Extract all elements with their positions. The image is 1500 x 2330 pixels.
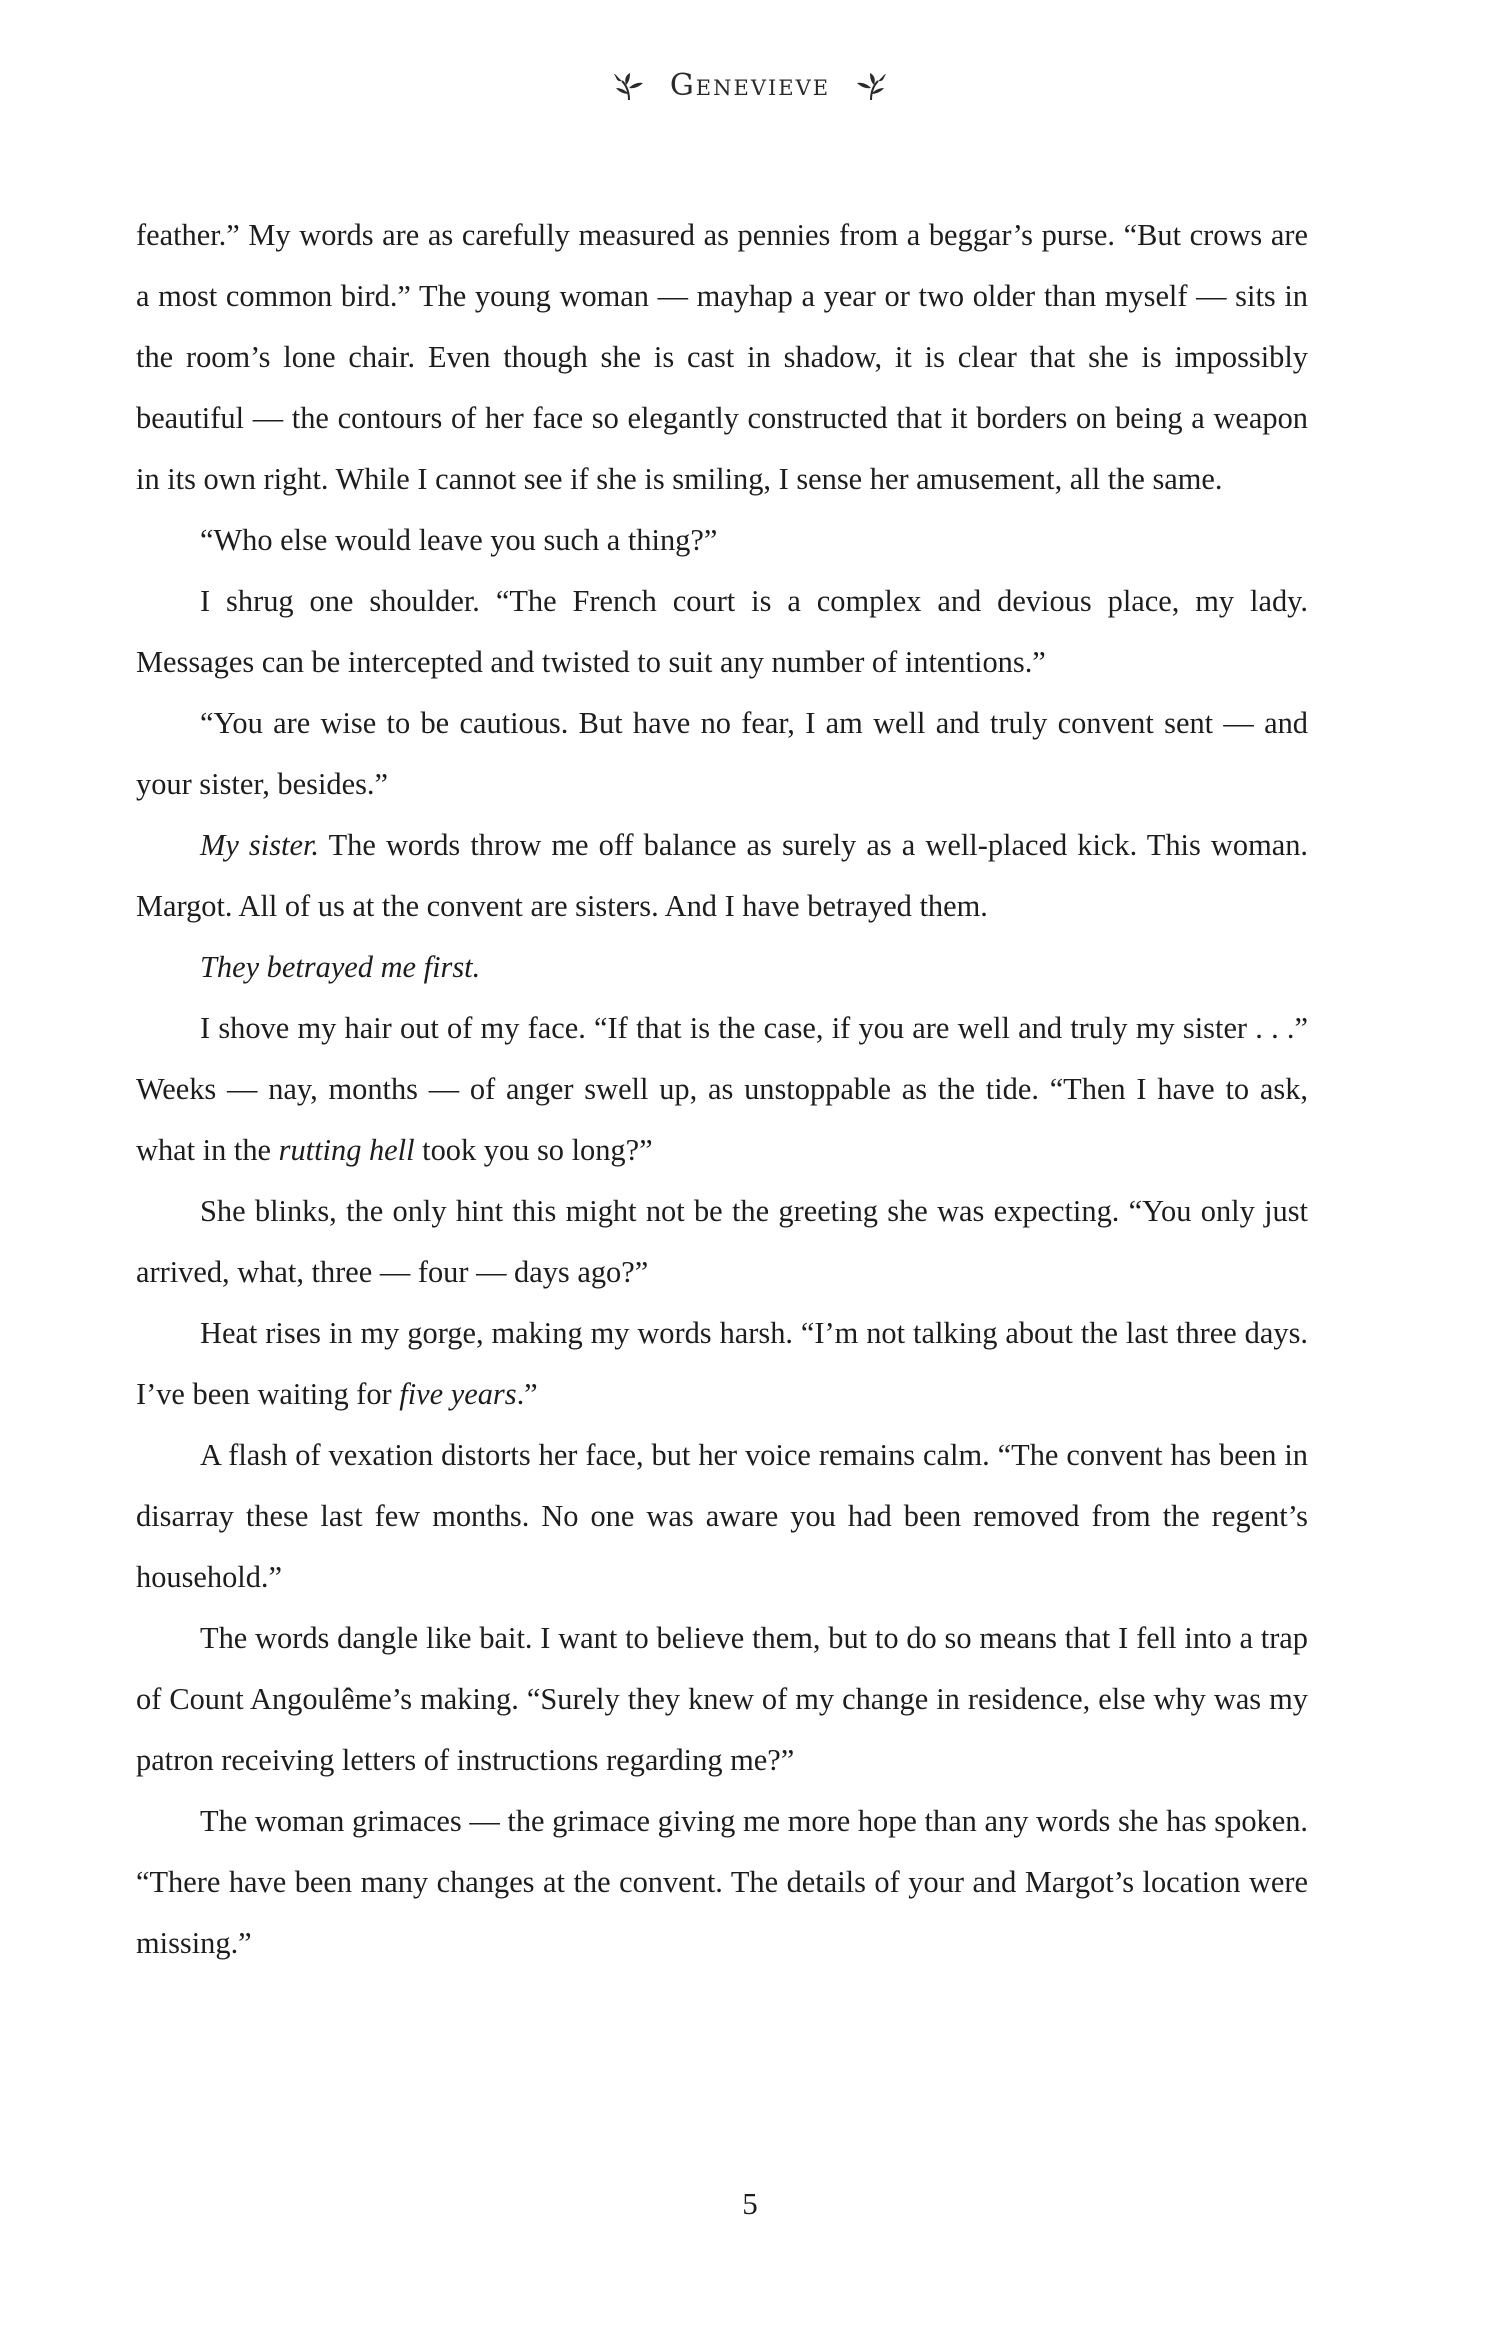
paragraph: The woman grimaces — the grimace giving me more hope than any words she has spoken. “There have been many changes at the convent. The details of your and Margot’s location were missing.” (136, 1804, 1308, 1960)
paragraph: Heat rises in my gorge, making my words harsh. “I’m not talking about the last three days. I’ve been waiting for five years.” (136, 1316, 1308, 1411)
paragraph: The words dangle like bait. I want to believe them, but to do so means that I fell into a trap of Count Angoulême’s making. “Surely they knew of my change in residence, else why was my patron receiving letters of instructions regarding me?” (136, 1621, 1308, 1777)
running-header (0, 68, 1500, 103)
paragraph: “You are wise to be cautious. But have no fear, I am well and truly convent sent — and your sister, besides.” (136, 706, 1308, 801)
paragraph: feather.” My words are as carefully measured as pennies from a beggar’s purse. “But crows are a most common bird.” The young woman — mayhap a year or two older than myself — sits in the room’s lone chair. Even though she is cast in shadow, it is clear that she is impossibly beautiful — the contours of her face so elegantly constructed that it borders on being a weapon in its own right. While I cannot see if she is smiling, I sense her amusement, all the same. (136, 218, 1308, 496)
paragraph: A flash of vexation distorts her face, but her voice remains calm. “The convent has been in disarray these last few months. No one was aware you had been removed from the regent’s household.” (136, 1438, 1308, 1594)
fleuron-icon (612, 72, 646, 102)
paragraph: She blinks, the only hint this might not be the greeting she was expecting. “You only just arrived, what, three — four — days ago?” (136, 1194, 1308, 1289)
paragraph: I shrug one shoulder. “The French court is a complex and devious place, my lady. Messages can be intercepted and twisted to suit any number of intentions.” (136, 584, 1308, 679)
running-title: Genevieve (669, 68, 831, 103)
body-text (136, 205, 1308, 1974)
paragraph: My sister. The words throw me off balance as surely as a well-placed kick. This woman. Margot. All of us at the convent are sisters. And I have betrayed them. (136, 828, 1308, 923)
paragraph: I shove my hair out of my face. “If that is the case, if you are well and truly my sister . . .” Weeks — nay, months — of anger swell up, as unstoppable as the tide. “Then I have to ask, what in the rutting hell took you so long?” (136, 1011, 1308, 1167)
fleuron-icon (854, 72, 888, 102)
page-number: 5 (742, 2186, 758, 2221)
paragraph: “Who else would leave you such a thing?” (200, 523, 718, 557)
paragraph: They betrayed me first. (200, 950, 481, 984)
